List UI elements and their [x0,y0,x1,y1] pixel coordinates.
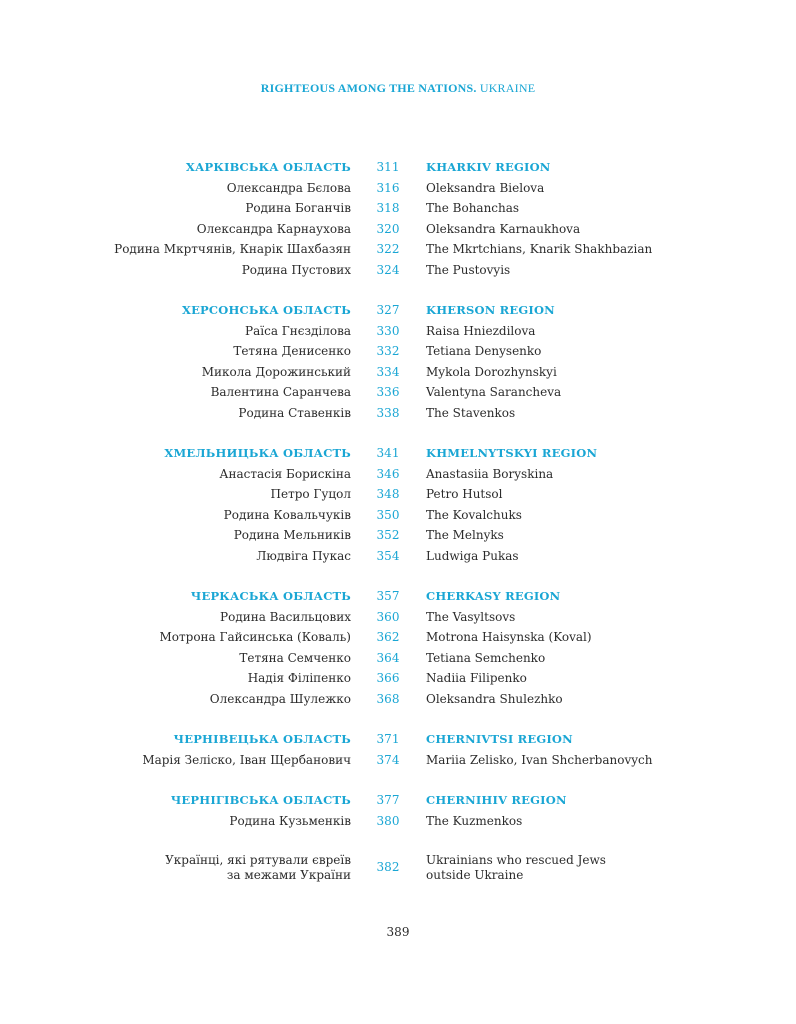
entry-page-number: 364 [376,650,400,665]
entry-en: Petro Hutsol [426,487,503,501]
entry-page-number: 316 [376,180,400,195]
heading-en: KHERSON REGION [426,303,555,317]
entry-page-number: 318 [376,201,400,215]
heading-page-number: 377 [376,793,400,807]
entry-page-number: 334 [376,364,400,379]
entry-page-number: 324 [376,262,400,277]
toc-entry[interactable] [0,627,796,648]
entry-en [426,853,606,883]
toc-entry[interactable] [0,178,796,199]
entry-ua: Валентина Саранчева [210,385,351,399]
toc-entry[interactable] [0,607,796,628]
entry-en: Mykola Dorozhynskyi [426,364,557,379]
heading-ua: ХАРКІВСЬКА ОБЛАСТЬ [185,160,351,174]
entry-page-number: 380 [376,813,400,828]
entry-en: The Stavenkos [426,405,516,420]
entry-en: The Bohanchas [426,201,520,215]
heading-page-number: 327 [376,303,400,317]
toc-entry-outside-ukraine[interactable] [0,851,796,885]
toc-entry[interactable] [0,198,796,219]
heading-ua: ЧЕРНІГІВСЬКА ОБЛАСТЬ [170,793,351,807]
entry-ua: Анастасія Борискіна [219,466,351,481]
entry-page-number: 350 [376,507,400,522]
toc-entry[interactable] [0,464,796,485]
entry-ua: Марія Зеліско, Іван Щербанович [142,752,351,767]
entry-page-number: 348 [376,487,400,501]
heading-page-number: 357 [376,589,400,603]
entry-en: The Melnyks [426,528,504,542]
entry-ua: Людвіга Пукас [256,548,351,563]
entry-en: Ludwiga Pukas [426,548,519,563]
entry-ua: Олександра Шулежко [209,691,351,706]
entry-en: Tetiana Semchenko [426,650,546,665]
toc-entry[interactable] [0,484,796,505]
entry-page-number: 346 [376,466,400,481]
entry-ua: Олександра Бєлова [226,180,351,195]
section-heading[interactable] [0,586,796,607]
toc-entry[interactable] [0,321,796,342]
entry-page-number: 336 [376,385,400,399]
entry-ua: Родина Мельників [233,528,351,542]
toc-entry[interactable] [0,239,796,260]
entry-page-number: 366 [376,671,400,685]
toc-entry[interactable] [0,811,796,832]
running-head [0,81,796,96]
heading-en: KHARKIV REGION [426,160,551,174]
toc-entry[interactable] [0,546,796,567]
entry-page-number: 330 [376,323,400,338]
entry-en: Oleksandra Shulezhko [426,691,563,706]
heading-en: CHERNIVTSI REGION [426,732,573,746]
entry-en: The Vasyltsovs [426,609,516,624]
entry-page-number: 354 [376,548,400,563]
toc-entry[interactable] [0,689,796,710]
entry-page-number: 360 [376,609,400,624]
entry-en: The Pustovyis [426,262,511,277]
toc-entry[interactable] [0,668,796,689]
toc-section [0,157,796,280]
entry-page-number: 374 [376,752,400,767]
entry-ua: Родина Мкртчянів, Кнарік Шахбазян [114,242,351,256]
heading-page-number: 371 [376,732,400,746]
section-heading[interactable] [0,443,796,464]
entry-ua: Олександра Карнаухова [196,221,351,236]
heading-ua: ЧЕРКАСЬКА ОБЛАСТЬ [190,589,351,603]
entry-page-number: 322 [376,242,400,256]
toc-entry[interactable] [0,648,796,669]
entry-en: Oleksandra Karnaukhova [426,221,581,236]
running-head-subtitle: UKRAINE [479,81,536,95]
toc-section [0,729,796,770]
entry-en: Mariia Zelisko, Ivan Shcherbanovych [426,752,653,767]
toc-entry[interactable] [0,219,796,240]
toc-section [0,443,796,566]
entry-page-number: 382 [376,860,400,874]
heading-ua: ЧЕРНІВЕЦЬКА ОБЛАСТЬ [173,732,351,746]
section-heading[interactable] [0,729,796,750]
entry-en-line2: outside Ukraine [426,868,524,882]
entry-en: The Mkrtchians, Knarik Shakhbazian [426,242,653,256]
entry-en: Oleksandra Bielova [426,180,545,195]
entry-ua: Родина Кузьменків [229,813,351,828]
entry-ua-line2: за межами України [226,868,351,882]
entry-page-number: 368 [376,691,400,706]
toc-entry[interactable] [0,750,796,771]
entry-en: Anastasiia Boryskina [426,466,554,481]
entry-ua: Родина Боганчів [245,201,351,215]
entry-en: The Kovalchuks [426,507,522,522]
entry-page-number: 332 [376,344,400,358]
entry-page-number: 338 [376,405,400,420]
toc-section [0,790,796,831]
entry-en-line1: Ukrainians who rescued Jews [426,853,606,867]
entry-en: Motrona Haisynska (Koval) [426,630,592,644]
entry-ua: Тетяна Денисенко [233,344,351,358]
entry-ua-line1: Українці, які рятували євреїв [165,853,351,867]
entry-ua: Надія Філіпенко [247,671,351,685]
heading-en: CHERNIHIV REGION [426,793,567,807]
entry-ua [165,853,351,883]
table-of-contents [0,157,796,885]
entry-en: Raisa Hniezdilova [426,323,536,338]
toc-entry[interactable] [0,505,796,526]
toc-entry[interactable] [0,403,796,424]
toc-entry[interactable] [0,525,796,546]
heading-page-number: 311 [376,160,400,174]
entry-ua: Родина Васильцових [220,609,351,624]
entry-ua: Микола Дорожинський [201,364,351,379]
toc-entry[interactable] [0,382,796,403]
running-head-title: RIGHTEOUS AMONG THE NATIONS. [260,81,477,95]
entry-en: Valentyna Sarancheva [426,385,562,399]
toc-entry[interactable] [0,341,796,362]
toc-entry[interactable] [0,260,796,281]
heading-en: KHMELNYTSKYI REGION [426,446,598,460]
toc-entry[interactable] [0,362,796,383]
entry-ua: Тетяна Семченко [239,650,351,665]
entry-ua: Родина Ставенків [238,405,351,420]
section-heading[interactable] [0,300,796,321]
entry-ua: Петро Гуцол [270,487,351,501]
entry-page-number: 320 [376,221,400,236]
heading-ua: ХЕРСОНСЬКА ОБЛАСТЬ [181,303,351,317]
section-heading[interactable] [0,790,796,811]
entry-ua: Мотрона Гайсинська (Коваль) [159,630,351,644]
toc-section [0,300,796,423]
entry-en: Nadiia Filipenko [426,671,527,685]
entry-ua: Родина Пустових [241,262,351,277]
entry-ua: Родина Ковальчуків [223,507,351,522]
heading-page-number: 341 [376,446,400,460]
entry-ua: Раїса Гнєзділова [245,323,351,338]
entry-page-number: 362 [376,630,400,644]
page-number: 389 [386,925,410,939]
entry-en: The Kuzmenkos [426,813,523,828]
heading-en: CHERKASY REGION [426,589,561,603]
entry-page-number: 352 [376,528,400,542]
entry-en: Tetiana Denysenko [426,344,542,358]
toc-section [0,586,796,709]
heading-ua: ХМЕЛЬНИЦЬКА ОБЛАСТЬ [164,446,351,460]
section-heading[interactable] [0,157,796,178]
